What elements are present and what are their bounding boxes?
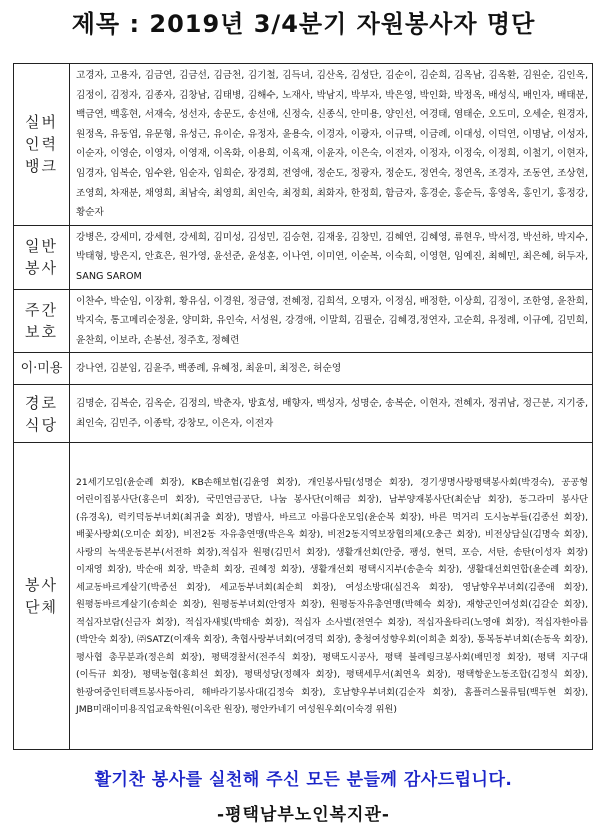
volunteer-roster-table [13, 63, 593, 750]
category-cell [14, 64, 70, 226]
organization-signature: -평택남부노인복지관- [217, 805, 390, 825]
category-label: 뱅크 [25, 157, 58, 176]
category-label: 인력 [25, 135, 58, 154]
section-row-groups [14, 443, 593, 750]
section-row-silver [14, 64, 593, 226]
page-title: 제목 : 2019년 3/4분기 자원봉사자 명단 [71, 10, 536, 38]
category-label: 봉사 [25, 576, 58, 595]
category-cell [14, 289, 70, 353]
category-label: 경로 [25, 393, 58, 412]
section-row-general [14, 225, 593, 289]
category-label: 실버 [25, 113, 58, 132]
names-cell: 고경자, 고용자, 김금연, 김금선, 김금천, 김기철, 김득녀, 김산옥, 김성단, 김순이, 김순희, 김옥남, 김옥환, 김원순, 김인옥, 김정이, 김정자, 김종자, 김창남, 김태병, 김해수, 노재사, 박남지, 박부자, 박은영, 박인화, 박정옥, 배성식, 배인자, 배태분, 백금연, 백홍현, 서재숙, 성선자, 송문도, 송선애, 신정숙, 신종식, 안미용, 양인선, 여경태, 염태순, 오도미, 오세순, 원경자, 원정옥, 유동엽, 유문형, 유성근, 유이순, 유정자, 윤용숙, 이경자, 이광자, 이규택, 이금례, 이대성, 이덕연, 이명남, 이성자, 이순자, 이영순, 이영자, 이영재, 이옥화, 이용희, 이육재, 이윤자, 이은숙, 이전자, 이정자, 이정숙, 이정희, 이철기, 이현자, 임경자, 임복순, 임수완, 임순자, 임희순, 장경희, 전영애, 정순도, 정광자, 정순도, 정연숙, 정연옥, 조경자, 조동연, 조상현, 조영희, 차재분, 채영희, 최남숙, 최영희, 최인숙, 최정희, 최화자, 한정희, 함금자, 홍경순, 홍순득, 홍영옥, 홍인기, 홍정강, 황순자 [70, 64, 593, 226]
names-cell: 21세기모임(윤순례 회장), KB손해보험(김윤영 회장), 개인봉사팀(성명순 회장), 경기생명사랑평택봉사회(박경숙), 공공형 어린이집봉사단(홍은미 회장), 국민연금공단, 나눔 봉사단(이해금 회장), 남부양재봉사단(최순남 회장), 동그라미 봉사단(유경옥), 럭키덕동부녀회(최귀출 회장), 명밥사, 바르고 아름다운모임(윤순복 회장), 바른 먹거리 도시농부들(김종선 회장), 배꽃사랑회(오미순 회장), 비전2동 자유총연맹(박은옥 회장), 비전2동지역보장협의체(오충근 회장), 비전상담실(김명숙 회장), 사랑의 녹색운동본부(서전하 회장),적십자 원평(김민서 회장), 생활개선회(안중, 팽성, 현덕, 포승, 서탄, 송탄(이성자 회장)이재영 회장), 박순애 회장, 박춘희 회장, 권혜정 회장), 생활개선회 평택시지부(송춘숙 회장), 생활대선회연합(윤순례 회장), 세교동바르게살기(박종선 회장), 세교동부녀회(최순희 회장), 여성소방대(심건옥 회장), 영남향우부녀회(김종애 회장), 원평동바르게살기(송희순 회장), 원평동부녀회(안영자 회장), 원평동자유총연맹(박혜숙 회장), 재향군인여성회(김갈순 회장), 적십자보람(신금자 회장), 적십자새빛(박태송 회장), 적십자 소사벌(전연수 회장), 적십자올타리(노영애 회장), 적십자한아름(박안숙 회장), ㈜SATZ(이재욱 회장), 축협사랑부녀회(여경덕 회장), 충청여성향우회(이희춘 회장), 통복동부녀회(손동욱 회장), 평사협 총무분과(정은희 회장), 평택경찰서(전주식 회장), 평택도시공사, 평택 불레링크봉사회(배민정 회장), 평택 지구대 (이득규 회장), 평택농협(홍희선 회장), 평택성당(정혜자 회장), 평택세무서(최연옥 회장), 평택항운노동조합(김정식 회장), 한광여중인터렉트봉사동아리, 해바라기봉사대(김정숙 회장), 호남향우부녀회(김순자 회장), 홈플러스물류팀(백두현 회장), JMB미래이미용직업교육학원(이옥란 원장), 평안카네기 여성원우회(이숙경 위원) [70, 443, 593, 750]
category-label: 이·미용 [20, 360, 63, 376]
category-label: 보호 [25, 322, 58, 341]
category-cell [14, 225, 70, 289]
category-label: 식당 [25, 415, 58, 434]
names-cell: 강병은, 강세미, 강세현, 강세희, 김미성, 김성민, 김승현, 김재웅, 김창민, 김혜연, 김혜영, 류현우, 박서경, 박선하, 박지수, 박태형, 방은지, 안효은, 원가영, 윤선준, 윤성훈, 이나연, 이미연, 이순복, 이숙희, 이영현, 임예진, 최혜민, 최은혜, 허두자, SANG SAROM [70, 225, 593, 289]
section-row-dining [14, 385, 593, 443]
category-label: 단체 [25, 598, 58, 617]
names-cell: 강나연, 김분임, 김윤주, 백종례, 유혜정, 최윤미, 최정은, 허순영 [70, 353, 593, 385]
names-cell: 이찬수, 박순임, 이장휘, 황유심, 이경원, 정금영, 전혜정, 김희석, 오명자, 이정심, 배정한, 이상희, 김정이, 조한영, 윤찬희, 박지숙, 통고메리순정윤, 양미화, 유인숙, 서성원, 강경애, 이말희, 김필순, 김혜경,정연자, 고순희, 유정례, 이규예, 김민희, 윤찬희, 이보라, 손봉선, 정주호, 정혜련 [70, 289, 593, 353]
category-label: 봉사 [25, 259, 58, 278]
section-row-daycare [14, 289, 593, 353]
thanks-message: 활기찬 봉사를 실천해 주신 모든 분들께 감사드립니다. [94, 770, 513, 790]
category-label: 주간 [25, 300, 58, 319]
category-label: 일반 [25, 237, 58, 256]
names-cell: 김명순, 김복순, 김옥순, 김정의, 박춘자, 방효성, 배향자, 백성자, 성명순, 송복순, 이현자, 전혜자, 정귀남, 정근분, 지기중, 최인숙, 김민주, 이종탁, 강창모, 이은자, 이전자 [70, 385, 593, 443]
category-cell [14, 385, 70, 443]
category-cell [14, 443, 70, 750]
category-cell [14, 353, 70, 385]
section-row-beauty [14, 353, 593, 385]
